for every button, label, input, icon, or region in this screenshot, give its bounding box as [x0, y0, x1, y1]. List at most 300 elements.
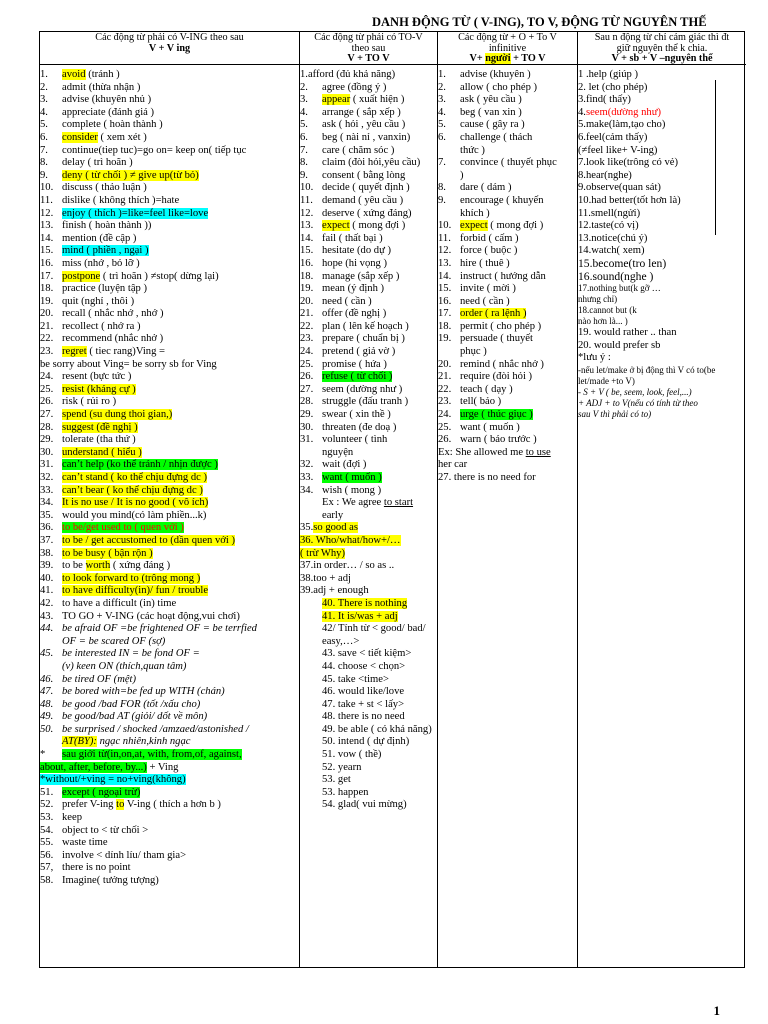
list-item [40, 371, 299, 384]
list-item [40, 611, 299, 624]
list-item [438, 346, 577, 359]
item-note: (tránh ) [85, 69, 120, 80]
item-text: 20. would prefer sb [578, 339, 661, 351]
item-number: 40. [40, 572, 54, 584]
item-text: practice (luyện tập ) [62, 283, 147, 295]
item-text: warn ( báo trước ) [460, 434, 537, 446]
header-formula-part: V+ [469, 53, 486, 65]
item-text: 4. [578, 106, 586, 118]
item-number: 19. [40, 295, 54, 307]
item-number: 21. [438, 371, 452, 383]
item-text: let/made +to V) [578, 375, 635, 386]
list-item [300, 69, 437, 82]
item-number: 13. [40, 220, 54, 232]
list-item [438, 258, 577, 271]
item-text: + ADJ + to V(nếu có tính từ theo [578, 397, 698, 408]
header-line: infinitive [488, 42, 527, 54]
item-text: to have difficulty(in)/ fun / trouble [62, 585, 209, 597]
item-number: 6. [300, 131, 308, 143]
column-header [40, 32, 299, 65]
list-item [438, 359, 577, 372]
list-item [40, 573, 299, 586]
list-item [40, 459, 299, 472]
item-number: 18. [40, 283, 54, 295]
list-item [578, 170, 746, 183]
list-item [438, 233, 577, 246]
list-item [438, 245, 577, 258]
list-item [40, 636, 299, 649]
item-text: *lưu ý : [578, 352, 611, 364]
list-item [300, 396, 437, 409]
list-item [40, 359, 299, 372]
item-number: 16. [300, 257, 314, 269]
list-item [300, 661, 437, 674]
item-number: 51. [40, 786, 54, 798]
item-number: 29. [40, 434, 54, 446]
list-item [438, 384, 577, 397]
list-item [438, 132, 577, 145]
item-text: can’t stand ( ko thể chịu đựng dc ) [62, 472, 207, 483]
item-number: 14. [40, 232, 54, 244]
item-number: 9. [438, 194, 446, 206]
item-number: 31. [40, 459, 54, 471]
list-item [40, 648, 299, 661]
list-item [40, 145, 299, 158]
verb-list [578, 65, 746, 420]
item-text: remind ( nhắc nhở ) [460, 358, 544, 370]
column-ving [40, 32, 299, 967]
header-formula [438, 54, 577, 65]
item-number: 35. [300, 522, 314, 534]
list-item [438, 459, 577, 472]
item-text: 53. happen [322, 786, 369, 798]
header-formula-part: + TO V [510, 53, 546, 65]
item-text: need ( cần ) [322, 295, 372, 307]
list-item [578, 340, 746, 353]
item-text: khích ) [460, 207, 490, 219]
item-text: 52. yearn [322, 761, 362, 773]
item-text: resent (bực tức ) [62, 371, 132, 383]
list-item [300, 409, 437, 422]
item-number: 14. [300, 232, 314, 244]
item-text: complete ( hoàn thành ) [62, 119, 163, 131]
verb-list [438, 65, 577, 485]
item-text: beg ( van xin ) [460, 106, 522, 118]
item-number: 5. [438, 119, 446, 131]
item-text: easy,…> [322, 635, 360, 647]
item-number: 42. [40, 597, 54, 609]
list-item [578, 352, 746, 365]
list-item [40, 182, 299, 195]
item-text: 42/ Tính từ < good/ bad/ [322, 623, 426, 635]
item-text: delay ( trì hoãn ) [62, 157, 133, 169]
item-number: 50. [40, 723, 54, 735]
item-number: 55. [40, 837, 54, 849]
item-text: -nếu let/make ở bị động thì V có to(be [578, 364, 716, 375]
list-item [40, 850, 299, 863]
list-item [300, 535, 437, 548]
item-text: afford (đủ khả năng) [307, 69, 396, 80]
list-item [578, 398, 746, 409]
item-number: 9. [300, 169, 308, 181]
item-number: 2. [300, 81, 308, 93]
item-text: swear ( xin thề ) [322, 409, 391, 421]
item-text: understand ( hiểu ) [62, 446, 142, 458]
list-item [300, 208, 437, 221]
list-item [300, 573, 437, 586]
item-number: 8. [40, 157, 48, 169]
list-item [300, 119, 437, 132]
item-text: promise ( hứa ) [322, 358, 387, 370]
item-number: 5. [40, 119, 48, 131]
item-note: ( xuất hiện ) [350, 94, 405, 106]
margin-rule [715, 80, 716, 235]
item-number: 11. [40, 194, 53, 206]
item-keyword: worth [85, 560, 111, 572]
item-number: 12. [300, 207, 314, 219]
item-number: 36. [40, 522, 54, 534]
item-text: her car [438, 459, 468, 471]
list-item [438, 296, 577, 309]
list-item [300, 472, 437, 485]
item-text: be good/bad AT (giỏi/ dốt về môn) [62, 711, 208, 723]
list-item [300, 346, 437, 359]
item-number: 7. [300, 144, 308, 156]
item-number: 32. [300, 459, 314, 471]
item-text: can’t bear ( ko thể chịu đựng dc ) [62, 484, 203, 496]
list-item [300, 195, 437, 208]
list-item [438, 447, 577, 460]
item-text: 47. take + st < lấy> [322, 698, 405, 710]
list-item [300, 308, 437, 321]
column-o-to-v [437, 32, 577, 967]
item-text: hire ( thuê ) [460, 257, 510, 269]
item-text: 41. It is/was + adj [322, 610, 398, 622]
item-text: struggle (đấu tranh ) [322, 396, 409, 408]
item-number: 6. [40, 131, 48, 143]
item-text: mention (đề cập ) [62, 232, 137, 244]
list-item [438, 82, 577, 95]
item-number: 20. [438, 358, 452, 370]
item-number: 15. [300, 245, 314, 257]
list-item [40, 245, 299, 258]
item-text: encourage ( khuyến [460, 194, 544, 206]
item-note: ( mong đợi ) [349, 220, 406, 232]
item-note: ( mong đợi ) [487, 220, 544, 232]
item-text: advise (khuyên nhủ ) [62, 94, 152, 106]
page-number: 1 [713, 1003, 720, 1018]
list-item [40, 396, 299, 409]
item-text: It is no use / It is no good ( vô ích) [62, 497, 209, 509]
list-item [300, 82, 437, 95]
item-number: 24. [300, 346, 314, 358]
item-text: be tired OF (mệt) [62, 673, 137, 685]
item-text: claim (đòi hỏi,yêu cầu) [322, 157, 421, 169]
item-text: expect [460, 220, 488, 232]
item-number: 1. [438, 69, 446, 80]
list-item [300, 296, 437, 309]
item-number: 31. [300, 434, 314, 446]
item-number: 26. [40, 396, 54, 408]
list-item [300, 258, 437, 271]
item-note: ( tiec rang)Ving = [86, 346, 165, 358]
item-text: 36. Who/what/how+/… [300, 534, 401, 546]
list-item [40, 510, 299, 523]
list-item [578, 233, 746, 246]
item-number: 19. [438, 333, 452, 345]
item-number: 1. [300, 69, 308, 80]
item-text: permit ( cho phép ) [460, 320, 542, 332]
list-item [300, 321, 437, 334]
list-item [438, 220, 577, 233]
item-number: 53. [40, 812, 54, 824]
list-item [438, 409, 577, 422]
list-item [578, 119, 746, 132]
item-number: 8. [438, 182, 446, 194]
item-text: seem (dường như ) [322, 383, 403, 395]
item-text: nào hơn là... ) [578, 316, 628, 327]
list-item [300, 94, 437, 107]
item-number: 37. [40, 534, 54, 546]
item-text: nhưng chỉ) [578, 294, 618, 305]
item-number: 27. [300, 383, 314, 395]
list-item [40, 333, 299, 346]
item-text: 54. glad( vui mừng) [322, 799, 407, 811]
item-number: 49. [40, 711, 54, 723]
item-text: care ( chăm sóc ) [322, 144, 395, 156]
item-text: pretend ( giả vờ ) [322, 346, 396, 358]
item-number: 26. [438, 434, 452, 446]
item-number: 22. [300, 320, 314, 332]
item-number: 11. [300, 194, 313, 206]
list-item [300, 170, 437, 183]
list-item [578, 107, 746, 120]
item-text: too + adj [313, 572, 352, 584]
item-text: offer (đề nghị ) [322, 308, 387, 320]
header-line: Các động từ phải có V-ING theo sau [95, 32, 244, 43]
list-item [300, 384, 437, 397]
item-text: challenge ( thách [460, 131, 533, 143]
list-item [300, 245, 437, 258]
list-item [40, 699, 299, 712]
item-text: risk ( rủi ro ) [62, 396, 117, 408]
item-text: keep [62, 812, 82, 824]
list-item [300, 333, 437, 346]
item-text: arrange ( sắp xếp ) [322, 106, 401, 118]
item-text: sau V thì phải có to) [578, 408, 652, 419]
item-number: 8. [300, 157, 308, 169]
list-item [300, 220, 437, 233]
list-item [40, 119, 299, 132]
item-text: resist (kháng cự ) [62, 383, 136, 395]
item-text: 48. there is no need [322, 711, 405, 723]
list-item [300, 510, 437, 523]
item-text: threaten (đe doạ ) [322, 421, 397, 433]
list-item [40, 233, 299, 246]
item-text: deny ( từ chối ) ≠ give up(từ bỏ) [62, 169, 199, 181]
item-number: 20. [40, 308, 54, 320]
item-number: 10. [40, 182, 54, 194]
item-number: 20. [300, 295, 314, 307]
item-number: 38. [40, 547, 54, 559]
item-number: 16. [438, 295, 452, 307]
item-text: 3.find( thấy) [578, 94, 631, 106]
item-text: ) [460, 169, 464, 181]
item-number: 30. [40, 446, 54, 458]
item-text: to look forward to (trông mong ) [62, 572, 201, 584]
item-number: 46. [40, 673, 54, 685]
item-text: dislike ( không thích )=hate [62, 194, 180, 206]
list-item [40, 258, 299, 271]
item-text: wait (đợi ) [322, 459, 367, 471]
item-text: instruct ( hướng dẫn [460, 270, 546, 282]
item-number: 28. [300, 396, 314, 408]
list-item [300, 585, 437, 598]
item-text: recall ( nhắc nhớ , nhớ ) [62, 308, 164, 320]
item-text: hope (hi vọng ) [322, 257, 388, 269]
item-number: 25. [300, 358, 314, 370]
list-item [40, 220, 299, 233]
item-text: recollect ( nhớ ra ) [62, 320, 141, 332]
list-item [40, 170, 299, 183]
item-text: be surprised / shocked /amzaed/astonished / [62, 723, 249, 735]
list-item [578, 182, 746, 195]
item-number: 54. [40, 824, 54, 836]
item-text: be good /bad FOR (tốt /xấu cho) [62, 698, 201, 710]
item-number: 28. [40, 421, 54, 433]
list-item [40, 107, 299, 120]
item-text: 5.make(làm,tạo cho) [578, 119, 666, 131]
list-item [300, 422, 437, 435]
item-text: ask ( hỏi , yêu cầu ) [322, 119, 406, 131]
item-text: except ( ngoại trừ) [62, 786, 141, 798]
list-item [300, 799, 437, 812]
item-text: mean (ý định ) [322, 283, 385, 295]
item-text: miss (nhớ , bỏ lỡ ) [62, 257, 140, 269]
item-text: so good as [313, 522, 358, 534]
item-text: 40. There is nothing [322, 597, 408, 609]
item-text: can’t help (ko thể tránh / nhịn được ) [62, 459, 218, 471]
header-formula: V + V ing [148, 42, 191, 54]
item-number: 15. [40, 245, 54, 257]
item-number: 4. [300, 106, 308, 118]
item-number: 57, [40, 862, 54, 874]
item-number: 12. [40, 207, 54, 219]
list-item [40, 434, 299, 447]
item-text: there is no point [62, 862, 131, 874]
item-number: 23. [40, 346, 54, 358]
item-example-underlined: to start [383, 497, 414, 509]
column-header [438, 32, 577, 65]
item-number: 3. [300, 94, 308, 106]
item-text: suggest (đề nghị ) [62, 421, 138, 433]
list-item [578, 327, 746, 340]
verb-list [40, 65, 299, 888]
item-number: 23. [438, 396, 452, 408]
list-item [300, 762, 437, 775]
item-text: TO GO + V-ING (các hoạt động,vui chơi) [62, 610, 240, 622]
item-text: advise (khuyên ) [460, 69, 531, 80]
list-item [40, 812, 299, 825]
item-text: deserve ( xứng đáng) [322, 207, 412, 219]
list-item [578, 208, 746, 221]
list-item [300, 598, 437, 611]
list-item [40, 195, 299, 208]
item-text: early [322, 509, 344, 521]
list-item [300, 182, 437, 195]
item-text: 11.smell(ngửi) [578, 207, 641, 219]
item-number: 45. [40, 648, 54, 660]
item-number: 24. [40, 371, 54, 383]
item-note: ( trì hoãn ) ≠stop( dừng lại) [100, 270, 219, 282]
list-item [300, 711, 437, 724]
item-text: be interested IN = be fond OF = [62, 648, 200, 660]
list-item [578, 82, 746, 95]
list-item [300, 107, 437, 120]
item-text: OF = be scared OF (sợ) [62, 635, 166, 647]
item-text: prepare ( chuẩn bị ) [322, 333, 405, 345]
list-item [40, 94, 299, 107]
item-text: 49. be able ( có khả năng) [322, 723, 432, 735]
list-item [40, 346, 299, 359]
list-item [40, 598, 299, 611]
list-item [438, 321, 577, 334]
list-item [438, 94, 577, 107]
item-text: to be / get accustomed to (dần quen với ) [62, 534, 235, 546]
item-text: Imagine( tưởng tượng) [62, 875, 159, 886]
item-number: 4. [438, 106, 446, 118]
item-number: 5. [300, 119, 308, 131]
item-number: 25. [40, 383, 54, 395]
item-text: tolerate (tha thứ ) [62, 434, 136, 446]
list-item [578, 305, 746, 316]
item-text: teach ( dạy ) [460, 383, 513, 395]
item-note: + Ving [146, 761, 179, 773]
item-text: sau giới từ(in,on,at, with, from,of, against, [62, 749, 242, 761]
list-item [300, 686, 437, 699]
item-text: be afraid OF =be frightened OF = be terrfied [62, 623, 257, 635]
item-text: involve < dính líu/ tham gia> [62, 849, 187, 861]
list-item [578, 220, 746, 233]
item-number: 21. [40, 320, 54, 332]
item-number: 35. [40, 509, 54, 521]
item-note: ( xứng đáng ) [110, 560, 171, 572]
item-text: 10.had better(tốt hơn là) [578, 194, 681, 206]
item-text: wish ( mong ) [322, 484, 382, 496]
list-item [40, 208, 299, 221]
list-item [40, 774, 299, 787]
list-item [40, 736, 299, 749]
header-line: Các động từ + O + To V [458, 32, 557, 43]
item-text: 19. would rather .. than [578, 327, 677, 339]
item-text: refuse ( từ chối ) [322, 371, 393, 383]
item-text: adj + enough [313, 585, 369, 597]
item-number: 10. [438, 220, 452, 232]
document-title: DANH ĐỘNG TỪ ( V-ING), TO V, ĐỘNG TỪ NGUYÊN THẾ [372, 15, 707, 29]
item-number: 12. [438, 245, 452, 257]
list-item [40, 825, 299, 838]
list-item [40, 283, 299, 296]
list-item [438, 434, 577, 447]
item-number: 38. [300, 572, 314, 584]
list-item [40, 522, 299, 535]
list-item [300, 774, 437, 787]
list-item [438, 396, 577, 409]
list-item [300, 724, 437, 737]
item-text: forbid ( cấm ) [460, 232, 519, 244]
list-item [578, 132, 746, 145]
list-item [438, 119, 577, 132]
